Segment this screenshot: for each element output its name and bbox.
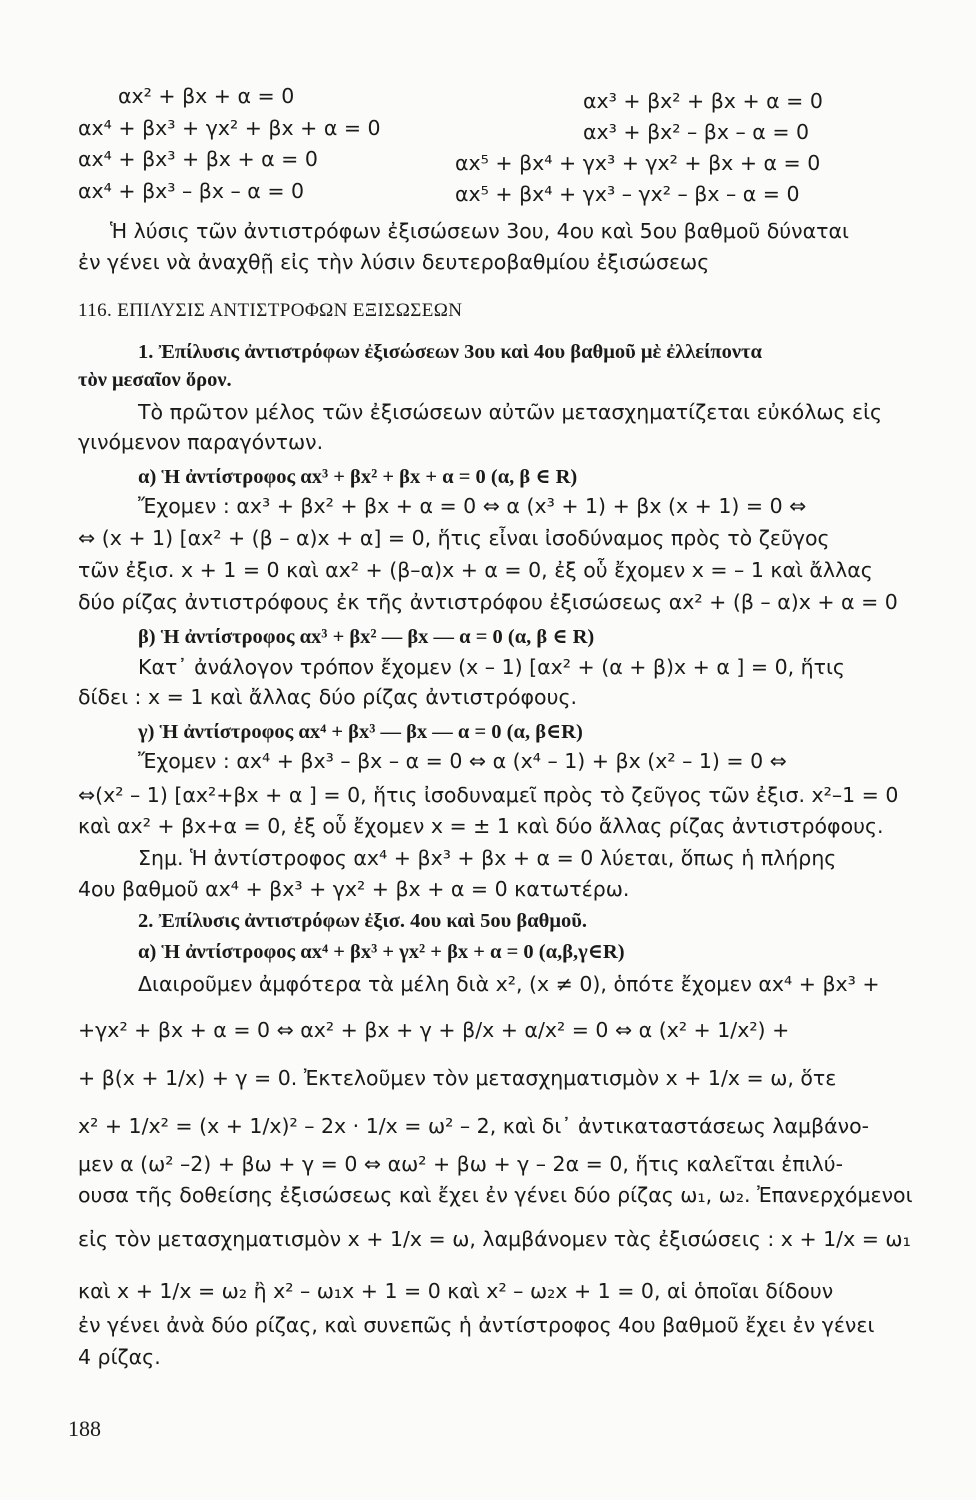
body-line: τῶν ἐξισ. x + 1 = 0 καὶ αx² + (β–α)x + α = 0, ἐξ οὗ ἔχομεν x = – 1 καὶ ἄλλας: [78, 558, 873, 582]
body-line: γινόμενον παραγόντων.: [78, 430, 324, 454]
equation-left: αx⁴ + βx³ – βx – α = 0: [78, 179, 305, 203]
body-line: 4 ρίζας.: [78, 1345, 161, 1369]
body-line: 4ου βαθμοῦ αx⁴ + βx³ + γx² + βx + α = 0 κατωτέρω.: [78, 877, 630, 901]
equation-right: αx⁵ + βx⁴ + γx³ – γx² – βx – α = 0: [455, 182, 800, 206]
body-line: ⇔ (x + 1) [αx² + (β – α)x + α] = 0, ἥτις εἶναι ἰσοδύναμος πρὸς τὸ ζεῦγος: [78, 526, 830, 550]
body-line: + β(x + 1/x) + γ = 0. Ἐκτελοῦμεν τὸν μετασχηματισμὸν x + 1/x = ω, ὅτε: [78, 1066, 837, 1090]
equation-right: αx³ + βx² + βx + α = 0: [583, 89, 823, 113]
body-line: ἐν γένει ἀνὰ δύο ρίζας, καὶ συνεπῶς ἡ ἀντίστροφος 4ου βαθμοῦ ἔχει ἐν γένει: [78, 1313, 875, 1337]
body-line: ⇔(x² – 1) [αx²+βx + α ] = 0, ἥτις ἰσοδυναμεῖ πρὸς τὸ ζεῦγος τῶν ἐξισ. x²–1 = 0: [78, 783, 899, 807]
body-line: μεν α (ω² –2) + βω + γ = 0 ⇔ αω² + βω + γ – 2α = 0, ἥτις καλεῖται ἐπιλύ-: [78, 1152, 844, 1176]
equation-left: αx⁴ + βx³ + βx + α = 0: [78, 147, 318, 171]
case-heading: α) Ἡ ἀντίστροφος αx⁴ + βx³ + γx² + βx + α = 0 (α,β,γ∈R): [138, 941, 625, 963]
body-line: Ἔχομεν : αx³ + βx² + βx + α = 0 ⇔ α (x³ + 1) + βx (x + 1) = 0 ⇔: [138, 494, 807, 518]
body-line: ουσα τῆς δοθείσης ἐξισώσεως καὶ ἔχει ἐν γένει δύο ρίζας ω₁, ω₂. Ἐπανερχόμενοι: [78, 1183, 913, 1207]
body-line: καὶ x + 1/x = ω₂ ἢ x² – ω₁x + 1 = 0 καὶ x² – ω₂x + 1 = 0, αἱ ὁποῖαι δίδουν: [78, 1279, 834, 1303]
page-number: 188: [68, 1416, 101, 1441]
intro-line: ἐν γένει νὰ ἀναχθῇ εἰς τὴν λύσιν δευτεροβαθμίου ἐξισώσεως: [78, 250, 710, 274]
equation-right: αx⁵ + βx⁴ + γx³ + γx² + βx + α = 0: [455, 151, 821, 175]
case-heading: β) Ἡ ἀντίστροφος αx³ + βx² — βx — α = 0 (α, β ∈ R): [138, 626, 595, 648]
body-line: καὶ αx² + βx+α = 0, ἐξ οὗ ἔχομεν x = ± 1 καὶ δύο ἄλλας ρίζας ἀντιστρόφους.: [78, 814, 884, 838]
case-heading: γ) Ἡ ἀντίστροφος αx⁴ + βx³ — βx — α = 0 (α, β∈R): [138, 721, 583, 743]
subsection-title: τὸν μεσαῖον ὅρον.: [78, 369, 232, 391]
note-line: Σημ. Ἡ ἀντίστροφος αx⁴ + βx³ + βx + α = 0 λύεται, ὅπως ἡ πλήρης: [138, 846, 837, 870]
body-line: δύο ρίζας ἀντιστρόφους ἐκ τῆς ἀντιστρόφου ἐξισώσεως αx² + (β – α)x + α = 0: [78, 590, 898, 614]
body-line: Διαιροῦμεν ἀμφότερα τὰ μέλη διὰ x², (x ≠ 0), ὁπότε ἔχομεν αx⁴ + βx³ +: [138, 972, 880, 996]
subsection-title: 1. Ἐπίλυσις ἀντιστρόφων ἐξισώσεων 3ου καὶ 4ου βαθμοῦ μὲ ἐλλείποντα: [138, 341, 762, 363]
intro-line: Ἡ λύσις τῶν ἀντιστρόφων ἐξισώσεων 3ου, 4ου καὶ 5ου βαθμοῦ δύναται: [110, 219, 849, 243]
body-line: Ἔχομεν : αx⁴ + βx³ – βx – α = 0 ⇔ α (x⁴ – 1) + βx (x² – 1) = 0 ⇔: [138, 749, 787, 773]
body-line: Τὸ πρῶτον μέλος τῶν ἐξισώσεων αὐτῶν μετασχηματίζεται εὐκόλως εἰς: [138, 400, 883, 424]
equation-left: αx² + βx + α = 0: [118, 84, 295, 108]
body-line: x² + 1/x² = (x + 1/x)² – 2x · 1/x = ω² – 2, καὶ δι᾽ ἀντικαταστάσεως λαμβάνο-: [78, 1114, 870, 1138]
case-heading: α) Ἡ ἀντίστροφος αx³ + βx² + βx + α = 0 (α, β ∈ R): [138, 466, 578, 488]
body-line: Κατ᾽ ἀνάλογον τρόπον ἔχομεν (x – 1) [αx² + (α + β)x + α ] = 0, ἥτις: [138, 655, 845, 679]
equation-right: αx³ + βx² – βx – α = 0: [583, 120, 810, 144]
body-line: +γx² + βx + α = 0 ⇔ αx² + βx + γ + β/x + α/x² = 0 ⇔ α (x² + 1/x²) +: [78, 1018, 790, 1042]
subsection-title: 2. Ἐπίλυσις ἀντιστρόφων ἐξισ. 4ου καὶ 5ου βαθμοῦ.: [138, 910, 587, 932]
body-line: δίδει : x = 1 καὶ ἄλλας δύο ρίζας ἀντιστρόφους.: [78, 685, 577, 709]
equation-left: αx⁴ + βx³ + γx² + βx + α = 0: [78, 116, 381, 140]
section-heading: 116. ΕΠΙΛΥΣΙΣ ΑΝΤΙΣΤΡΟΦΩΝ ΕΞΙΣΩΣΕΩΝ: [78, 300, 463, 321]
body-line: εἰς τὸν μετασχηματισμὸν x + 1/x = ω, λαμβάνομεν τὰς ἐξισώσεις : x + 1/x = ω₁: [78, 1227, 911, 1251]
